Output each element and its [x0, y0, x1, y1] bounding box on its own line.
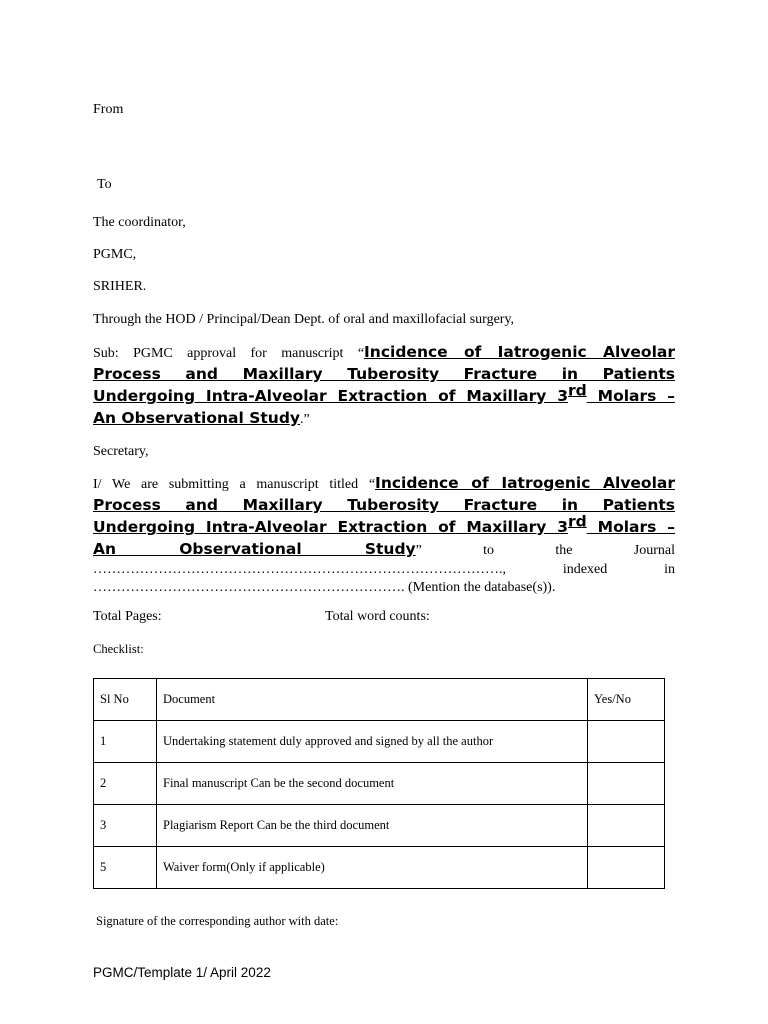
- body-line-2: [93, 495, 675, 517]
- checklist-label: Checklist:: [93, 642, 144, 656]
- body-word-the: the: [555, 543, 573, 558]
- body-title-tail: Molars –: [586, 518, 675, 536]
- row-document: Waiver form(Only if applicable): [157, 847, 588, 889]
- row-number: 3: [94, 805, 157, 847]
- subject-suffix: .”: [300, 412, 310, 427]
- body-paragraph: [93, 473, 675, 597]
- body-title-part-4: An Observational Study: [93, 540, 416, 558]
- from-label: From: [93, 102, 124, 117]
- subject-title-part-4: An Observational Study: [93, 409, 301, 427]
- table-row: [94, 721, 665, 763]
- row-number: 2: [94, 763, 157, 805]
- row-yes-no-cell[interactable]: [588, 805, 665, 847]
- recipient-line-pgmc: PGMC,: [93, 247, 137, 262]
- database-blank: ………………………………………………………….: [93, 580, 405, 595]
- body-prefix: I/ We are submitting a manuscript titled “: [93, 477, 376, 492]
- subject-title-superscript: rd: [568, 381, 587, 400]
- mention-database-note: (Mention the database(s)).: [404, 580, 556, 595]
- body-line-1: [93, 473, 675, 495]
- table-row: [94, 763, 665, 805]
- body-title-part-2: Process and Maxillary Tuberosity Fracture in Patients: [93, 496, 675, 514]
- table-row: [94, 805, 665, 847]
- subject-line-3: [93, 381, 675, 408]
- row-number: 1: [94, 721, 157, 763]
- subject-title-part-2: Process and Maxillary Tuberosity Fracture in Patients: [93, 365, 675, 383]
- subject-title-part-3: Undergoing Intra-Alveolar Extraction of Maxillary 3: [93, 387, 569, 405]
- subject-title-part-1: Incidence of Iatrogenic Alveolar: [364, 343, 675, 361]
- body-title-superscript: rd: [568, 512, 587, 531]
- subject-title-tail: Molars –: [586, 387, 675, 405]
- total-pages-label: Total Pages:: [93, 609, 162, 624]
- signature-line: Signature of the corresponding author with date:: [96, 914, 339, 928]
- subject-paragraph: [93, 342, 675, 430]
- recipient-line-sriher: SRIHER.: [93, 279, 147, 294]
- to-label: To: [97, 177, 112, 192]
- subject-line-1: [93, 342, 675, 364]
- through-line: Through the HOD / Principal/Dean Dept. of oral and maxillofacial surgery,: [93, 312, 515, 327]
- subject-line-2: [93, 364, 675, 386]
- body-word-to: to: [483, 543, 495, 558]
- row-yes-no-cell[interactable]: [588, 847, 665, 889]
- body-line-5: [93, 561, 675, 579]
- row-number: 5: [94, 847, 157, 889]
- body-word-indexed: indexed: [562, 562, 608, 577]
- journal-blank: …………………………………………………………………………….,: [93, 562, 506, 577]
- body-word-in: in: [664, 562, 675, 577]
- checklist-table: [93, 678, 665, 889]
- page-footer: PGMC/Template 1/ April 2022: [93, 965, 271, 980]
- row-document: Undertaking statement duly approved and signed by all the author: [157, 721, 588, 763]
- header-yes-no: Yes/No: [588, 679, 665, 721]
- row-yes-no-cell[interactable]: [588, 721, 665, 763]
- body-line-6: [93, 579, 675, 597]
- body-title-part-3: Undergoing Intra-Alveolar Extraction of Maxillary 3: [93, 518, 569, 536]
- recipient-line-coordinator: The coordinator,: [93, 215, 186, 230]
- row-document: Final manuscript Can be the second document: [157, 763, 588, 805]
- row-yes-no-cell[interactable]: [588, 763, 665, 805]
- body-line-3: [93, 512, 675, 539]
- body-title-part-1: Incidence of Iatrogenic Alveolar: [375, 474, 675, 492]
- body-line-4: [93, 539, 675, 561]
- total-word-counts-label: Total word counts:: [325, 609, 430, 624]
- table-header-row: [94, 679, 665, 721]
- table-row: [94, 847, 665, 889]
- salutation: Secretary,: [93, 444, 149, 459]
- subject-line-4: [93, 408, 675, 430]
- subject-prefix: Sub: PGMC approval for manuscript “: [93, 346, 365, 361]
- row-document: Plagiarism Report Can be the third document: [157, 805, 588, 847]
- header-document: Document: [157, 679, 588, 721]
- header-sl-no: Sl No: [94, 679, 157, 721]
- body-title-close: ”: [415, 543, 422, 558]
- body-word-journal: Journal: [633, 543, 676, 558]
